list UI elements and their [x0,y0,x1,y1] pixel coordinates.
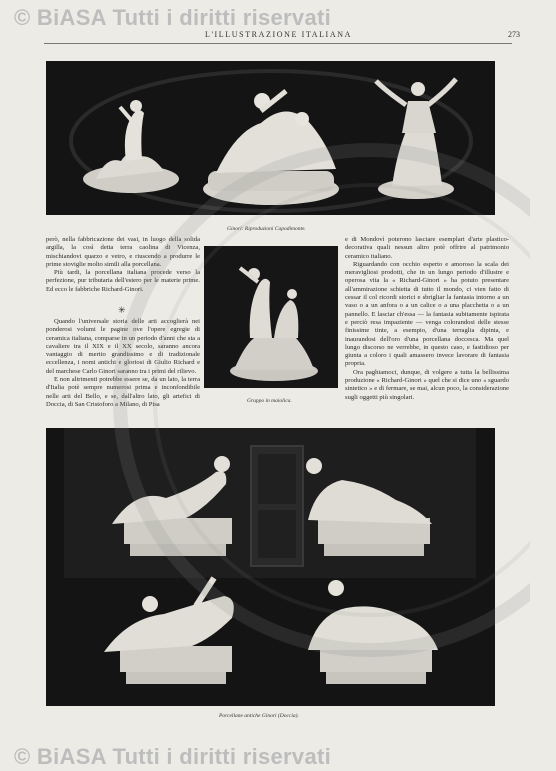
paragraph: Più tardi, la porcellana italiana procede verso la perfezione, pur tributaria dell'estero per le materie prime. Ed ecco le fabbriche Richard-Ginori. [46,269,200,293]
paragraph: E non altrimenti potrebbe essere se, da un lato, la terra d'Italia potè sempre numerosi prima e inconfondibile nelle arti del Bello, e se, dall'altro lato, gli artefici di Doccia, di San Cristoforo a Milano, di Pisa [46,376,200,408]
caption-middle: Gruppo in maiolica. [247,398,292,404]
magazine-title: L'ILLUSTRAZIONE ITALIANA [205,30,352,39]
text-column-right [345,236,509,402]
page-number: 273 [508,30,520,39]
watermark-bottom: © BiASA Tutti i diritti riservati [14,744,332,769]
photo-doccia-porcelains [46,428,495,706]
paragraph: Riguardando con occhio esperto e amoroso la scala dei meravigliosi prodotti, che in un lungo periodo d'illustre e operosa vita la « Richard-Ginori » ha potuto presentare all'ammirazione schietta di tutto il mondo, ci vien fatto di cessar il col ricordi storici e sbrigliar la fantasia intorno a un vaso o a un anfora o a un calice o a una placchetta o a un pannello. E lasciar ch'essa — la fantasia subitamente ispirata e perciò resa impaziente — venga colorandosi delle stesse finissime tinte, a esempio, d'una terraglia dipinta, e inaurandosi dell'oro d'una porcellana doccesca. Ma quel lungo discorso ne verrebbe, in questo caso, e fastidioso per giunta a coloro i quali amassero invece lavorare di fantasia propria. [345,260,509,368]
watermark-top: © BiASA Tutti i diritti riservati [14,5,332,30]
photo-capodimonte-figures [46,61,495,215]
paragraph: però, nella fabbricazione dei vasi, in luogo della solida argilla, la così detta terra caolina di Vicenza, mischiandovi quarzo e vetro, e riuscendo a produrre le prime stoviglie molto simili alla porcellana. [46,236,200,268]
text-column-left [46,236,200,294]
header-rule [44,43,512,44]
photo-majolica-group [204,246,338,388]
text-column-left-continued [46,318,200,409]
caption-bottom: Porcellane antiche Ginori (Doccia). [219,713,299,719]
paragraph: Ora paghiamoci, dunque, di volgere a tutta la bellissima produzione « Richard-Ginori » quel che si dice uno « sguardo sintetico » e di fermare, se mai, alcun poco, la considerazione sugli oggetti più singolari. [345,368,509,401]
paragraph: Quando l'universale storia delle arti accoglierà nei ponderosi volumi le pagine ove l'opere egregie di ceramica italiana, comparse in un periodo d'anni che sta a cavaliere tra il XIX e il XX secolo, saranno ancora vantaggio di merito grandissimo e di tradizionale eccellenza, i nomi antichi e gloriosi di Giulio Richard e del marchese Carlo Ginori saranno tra i primi del rilievo. [46,318,200,375]
caption-top: Ginori: Riproduzioni Capodimonte. [227,226,306,232]
section-asterisk: ✳ [118,305,126,315]
paragraph: e di Mondovì poterono lasciare esemplari d'arte plastico-decorativa quali nessun altro potè offrire al patrimonio ceramico italiano. [345,236,509,260]
running-head [0,28,556,44]
